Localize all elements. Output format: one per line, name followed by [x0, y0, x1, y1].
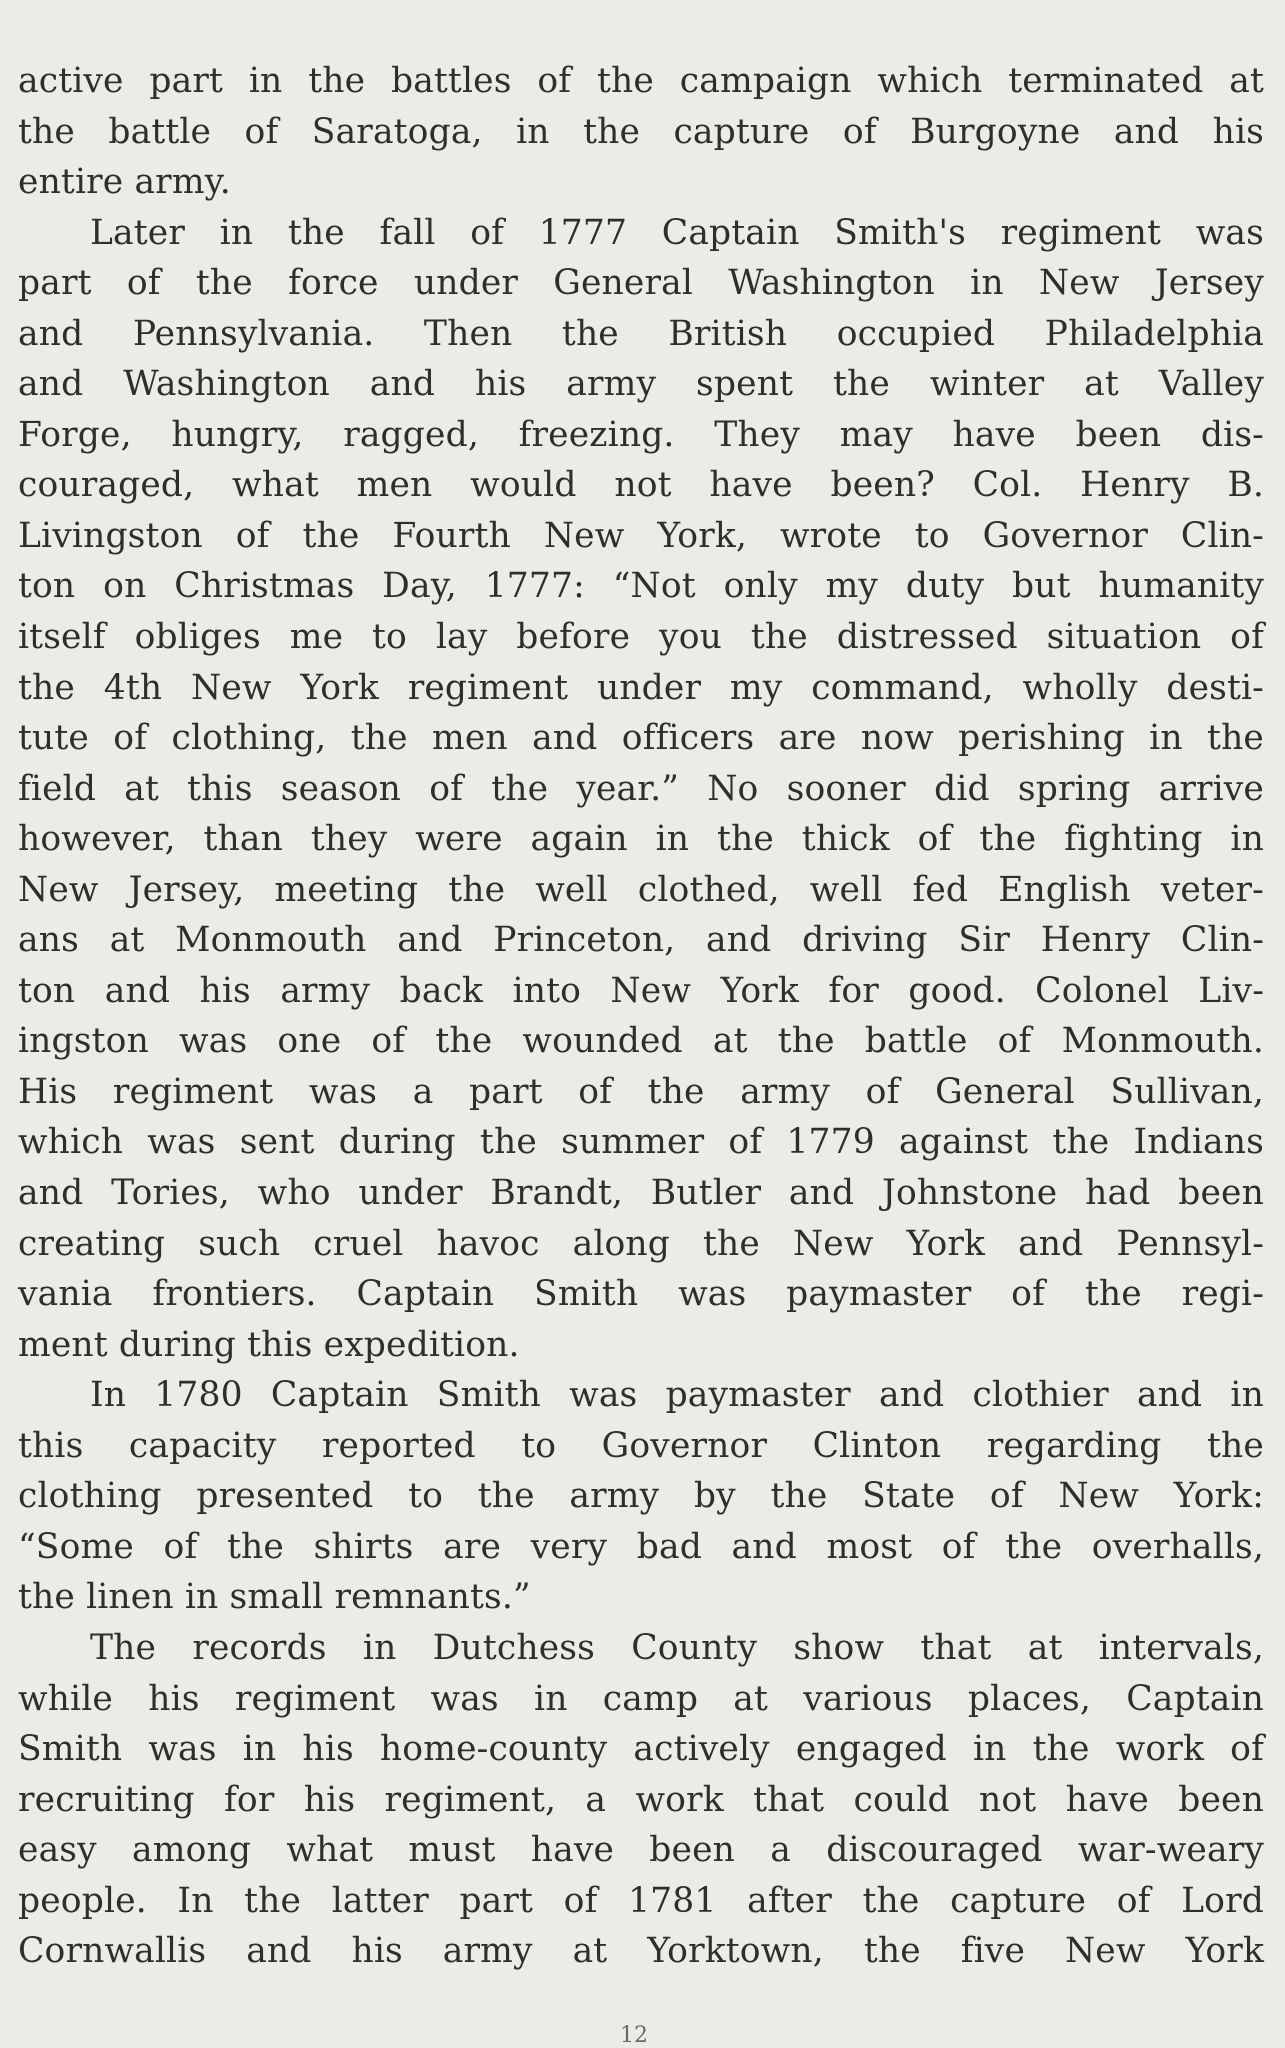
text-line: entire army.	[18, 162, 231, 203]
text-line: and Tories, who under Brandt, Butler and Johnstone had been	[18, 1173, 1264, 1214]
text-line: ingston was one of the wounded at the battle of Monmouth.	[18, 1021, 1264, 1062]
text-line: Livingston of the Fourth New York, wrote to Governor Clin-	[18, 515, 1264, 556]
text-line: ment during this expedition.	[18, 1324, 520, 1365]
text-line: and Pennsylvania. Then the British occupied Philadelphia	[18, 313, 1264, 354]
text-line: the 4th New York regiment under my command, wholly desti-	[18, 667, 1264, 708]
text-line: vania frontiers. Captain Smith was paymaster of the regi-	[18, 1274, 1264, 1315]
text-line: this capacity reported to Governor Clinton regarding the	[18, 1425, 1264, 1466]
text-line: while his regiment was in camp at various places, Captain	[18, 1678, 1264, 1719]
text-line: which was sent during the summer of 1779 against the Indians	[18, 1122, 1264, 1163]
text-line: The records in Dutchess County show that at intervals,	[90, 1627, 1264, 1668]
text-line: the battle of Saratoga, in the capture of Burgoyne and his	[18, 111, 1264, 152]
text-line: active part in the battles of the campaign which terminated at	[18, 61, 1264, 101]
page-number: 12	[620, 2023, 648, 2048]
text-line: creating such cruel havoc along the New York and Pennsyl-	[18, 1223, 1264, 1264]
text-line: clothing presented to the army by the State of New York:	[18, 1476, 1264, 1517]
text-line: itself obliges me to lay before you the distressed situation of	[18, 617, 1264, 658]
body-text	[18, 56, 1264, 1977]
text-line: people. In the latter part of 1781 after the capture of Lord	[18, 1880, 1264, 1921]
text-line: field at this season of the year.” No sooner did spring arrive	[18, 768, 1264, 809]
text-line: ton on Christmas Day, 1777: “Not only my duty but humanity	[18, 566, 1264, 607]
text-line: part of the force under General Washington in New Jersey	[18, 263, 1264, 304]
text-line: ton and his army back into New York for good. Colonel Liv-	[18, 970, 1264, 1011]
text-line: however, than they were again in the thick of the fighting in	[18, 819, 1264, 860]
text-line: “Some of the shirts are very bad and most of the overhalls,	[18, 1526, 1264, 1567]
text-line: In 1780 Captain Smith was paymaster and clothier and in	[90, 1375, 1264, 1416]
text-line: Forge, hungry, ragged, freezing. They may have been dis-	[18, 414, 1264, 455]
text-line: Later in the fall of 1777 Captain Smith's regiment was	[90, 212, 1264, 253]
text-line: recruiting for his regiment, a work that could not have been	[18, 1779, 1264, 1820]
text-line: Cornwallis and his army at Yorktown, the five New York	[18, 1931, 1264, 1972]
text-line: and Washington and his army spent the winter at Valley	[18, 364, 1264, 405]
text-line: tute of clothing, the men and officers are now perishing in the	[18, 718, 1264, 759]
text-line: Smith was in his home-county actively engaged in the work of	[18, 1729, 1264, 1770]
text-line: His regiment was a part of the army of General Sullivan,	[18, 1071, 1264, 1112]
text-line: couraged, what men would not have been? Col. Henry B.	[18, 465, 1264, 506]
text-line: the linen in small remnants.”	[18, 1577, 531, 1618]
text-line: easy among what must have been a discouraged war-weary	[18, 1830, 1264, 1871]
text-line: ans at Monmouth and Princeton, and driving Sir Henry Clin-	[18, 920, 1264, 961]
text-line: New Jersey, meeting the well clothed, well fed English veter-	[18, 869, 1264, 910]
